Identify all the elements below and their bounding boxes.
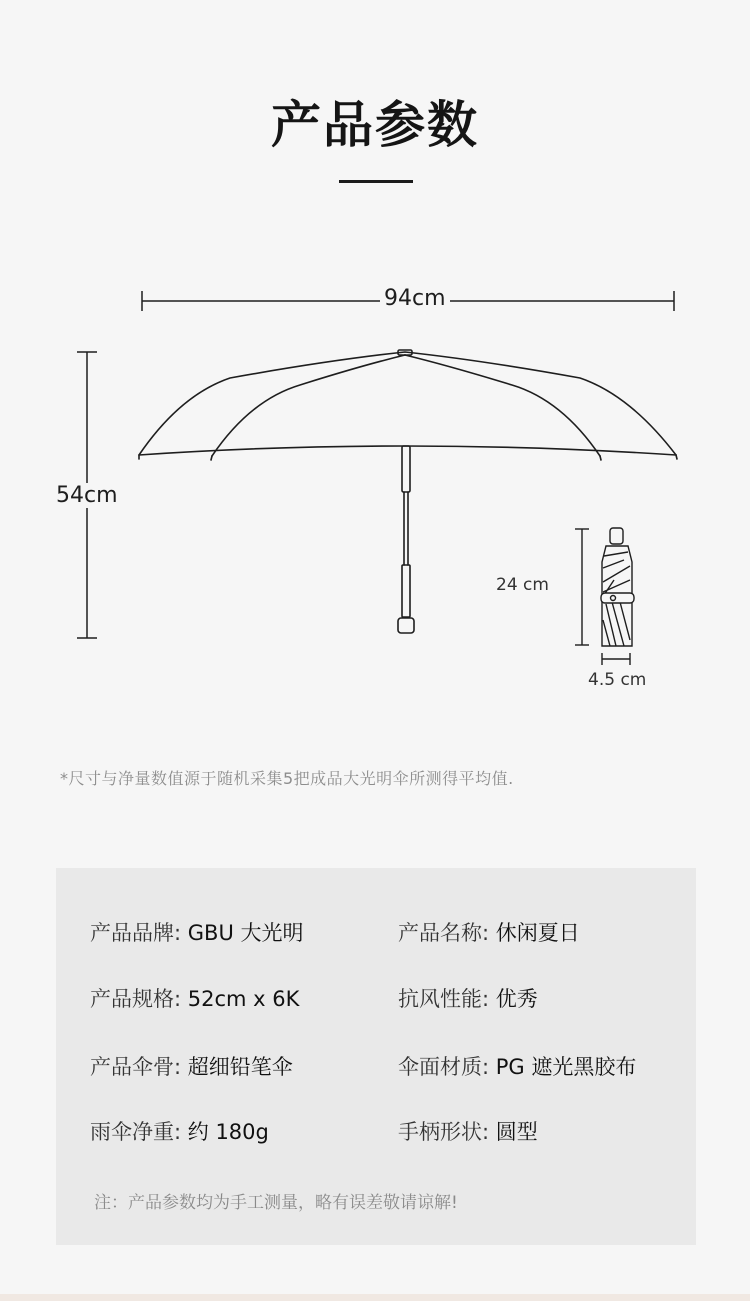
folded-width-label: 4.5 cm <box>588 670 647 690</box>
folded-height-dimension-line <box>575 529 589 645</box>
panel-disclaimer: 注：产品参数均为手工测量，略有误差敬请谅解! <box>94 1193 458 1213</box>
page-title: 产品参数 <box>271 96 479 154</box>
spec-handle-shape <box>398 1116 538 1146</box>
spec-value: 休闲夏日 <box>495 921 580 945</box>
spec-wind-resistance <box>398 983 538 1013</box>
open-umbrella-icon <box>139 350 677 633</box>
spec-value: 优秀 <box>495 987 538 1011</box>
folded-umbrella-icon <box>601 528 634 646</box>
spec-frame <box>90 1051 293 1081</box>
spec-key: 手柄形状: <box>398 1120 490 1144</box>
spec-key: 雨伞净重: <box>90 1120 182 1144</box>
open-height-label: 54cm <box>56 483 118 508</box>
spec-canopy-material <box>398 1051 636 1081</box>
spec-value: 超细铅笔伞 <box>187 1055 293 1079</box>
measurement-note: *尺寸与净量数值源于随机采集5把成品大光明伞所测得平均值. <box>60 769 514 788</box>
folded-height-label: 24 cm <box>496 575 549 595</box>
spec-size <box>90 983 299 1013</box>
spec-value: GBU 大光明 <box>187 921 304 945</box>
spec-value: 约 180g <box>187 1120 269 1144</box>
spec-value: 52cm x 6K <box>187 987 300 1011</box>
spec-value: 圆型 <box>495 1120 538 1144</box>
spec-key: 产品伞骨: <box>90 1055 182 1079</box>
bottom-divider <box>0 1294 750 1301</box>
folded-width-dimension-line <box>602 653 630 665</box>
spec-brand <box>90 917 304 947</box>
spec-key: 产品规格: <box>90 987 182 1011</box>
spec-net-weight <box>90 1116 269 1146</box>
spec-key: 伞面材质: <box>398 1055 490 1079</box>
spec-value: PG 遮光黑胶布 <box>495 1055 637 1079</box>
spec-key: 产品品牌: <box>90 921 182 945</box>
spec-key: 抗风性能: <box>398 987 490 1011</box>
open-width-label: 94cm <box>380 286 450 311</box>
spec-product-name <box>398 917 580 947</box>
spec-panel <box>56 868 696 1245</box>
spec-key: 产品名称: <box>398 921 490 945</box>
